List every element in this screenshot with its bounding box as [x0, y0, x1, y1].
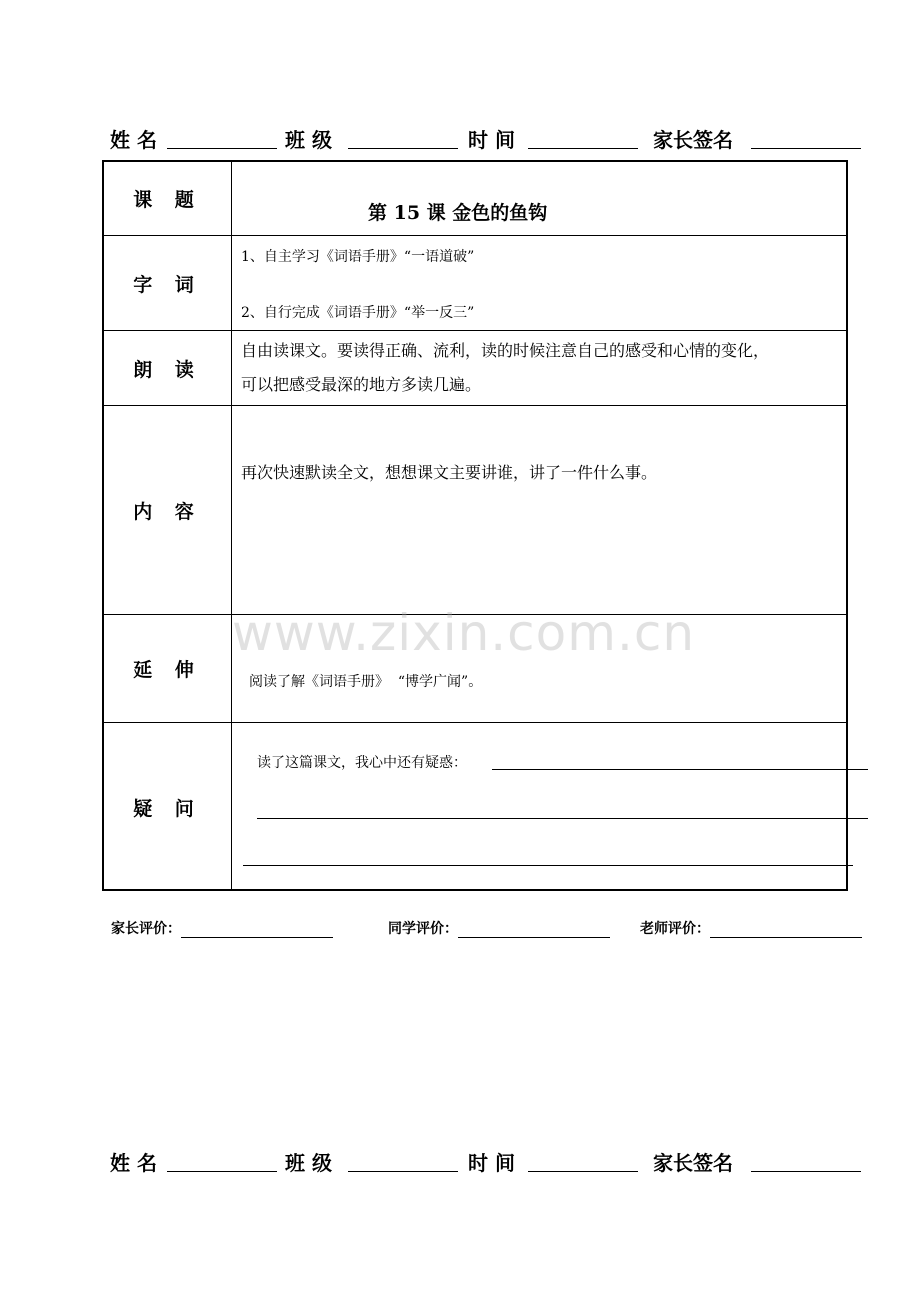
row-label-extension: 延 伸 [104, 615, 232, 722]
row-topic [104, 162, 846, 236]
row-label-content: 内 容 [104, 406, 232, 614]
question-answer-line-2[interactable] [257, 818, 868, 819]
question-answer-line-1[interactable] [492, 769, 868, 770]
footer-fields [110, 1147, 870, 1179]
name-blank[interactable] [167, 148, 277, 149]
parent-sign-label: 家长签名 [653, 128, 733, 152]
words-item-1: 1、自主学习《词语手册》“一语道破” [241, 249, 475, 265]
footer-class-label: 班 级 [285, 1151, 332, 1175]
footer-time-blank[interactable] [528, 1171, 638, 1172]
parent-evaluation [111, 918, 333, 938]
cell-content [232, 406, 846, 614]
row-label-words: 字 词 [104, 236, 232, 330]
time-blank[interactable] [528, 148, 638, 149]
parent-evaluation-label: 家长评价： [111, 921, 181, 937]
row-content [104, 406, 846, 615]
watermark-text: www.zixin.com.cn [232, 604, 696, 662]
reading-line-2: 可以把感受最深的地方多读几遍。 [241, 375, 482, 394]
classmate-evaluation-label: 同学评价： [388, 921, 458, 937]
time-label: 时 间 [468, 128, 515, 152]
classmate-evaluation-blank[interactable] [458, 923, 610, 938]
row-reading [104, 331, 846, 406]
footer-parent-sign-blank[interactable] [751, 1171, 861, 1172]
footer-class-blank[interactable] [348, 1171, 458, 1172]
words-item-2: 2、自行完成《词语手册》“举一反三” [241, 305, 475, 321]
name-label: 姓 名 [110, 128, 157, 152]
teacher-evaluation-blank[interactable] [710, 923, 862, 938]
cell-topic [232, 162, 846, 235]
row-label-topic: 课 题 [104, 162, 232, 235]
teacher-evaluation [640, 918, 862, 938]
class-blank[interactable] [348, 148, 458, 149]
footer-parent-sign-label: 家长签名 [653, 1151, 733, 1175]
classmate-evaluation [388, 918, 610, 938]
parent-sign-blank[interactable] [751, 148, 861, 149]
row-words [104, 236, 846, 331]
footer-name-label: 姓 名 [110, 1151, 157, 1175]
parent-evaluation-blank[interactable] [181, 923, 333, 938]
teacher-evaluation-label: 老师评价： [640, 921, 710, 937]
reading-line-1: 自由读课文。要读得正确、流利，读的时候注意自己的感受和心情的变化， [241, 341, 770, 360]
footer-time-label: 时 间 [468, 1151, 515, 1175]
questions-prompt: 读了这篇课文，我心中还有疑惑： [257, 755, 467, 771]
header-fields [110, 124, 870, 156]
content-text: 再次快速默读全文，想想课文主要讲谁，讲了一件什么事。 [241, 463, 658, 482]
row-label-reading: 朗 读 [104, 331, 232, 405]
cell-reading [232, 331, 846, 405]
extension-text: 阅读了解《词语手册》 “博学广闻”。 [249, 674, 483, 690]
footer-name-blank[interactable] [167, 1171, 277, 1172]
study-sheet-table [102, 160, 848, 891]
class-label: 班 级 [285, 128, 332, 152]
question-answer-line-3[interactable] [243, 865, 853, 866]
row-label-questions: 疑 问 [104, 723, 232, 891]
cell-words [232, 236, 846, 330]
lesson-title: 第 15 课 金色的鱼钩 [368, 202, 548, 224]
